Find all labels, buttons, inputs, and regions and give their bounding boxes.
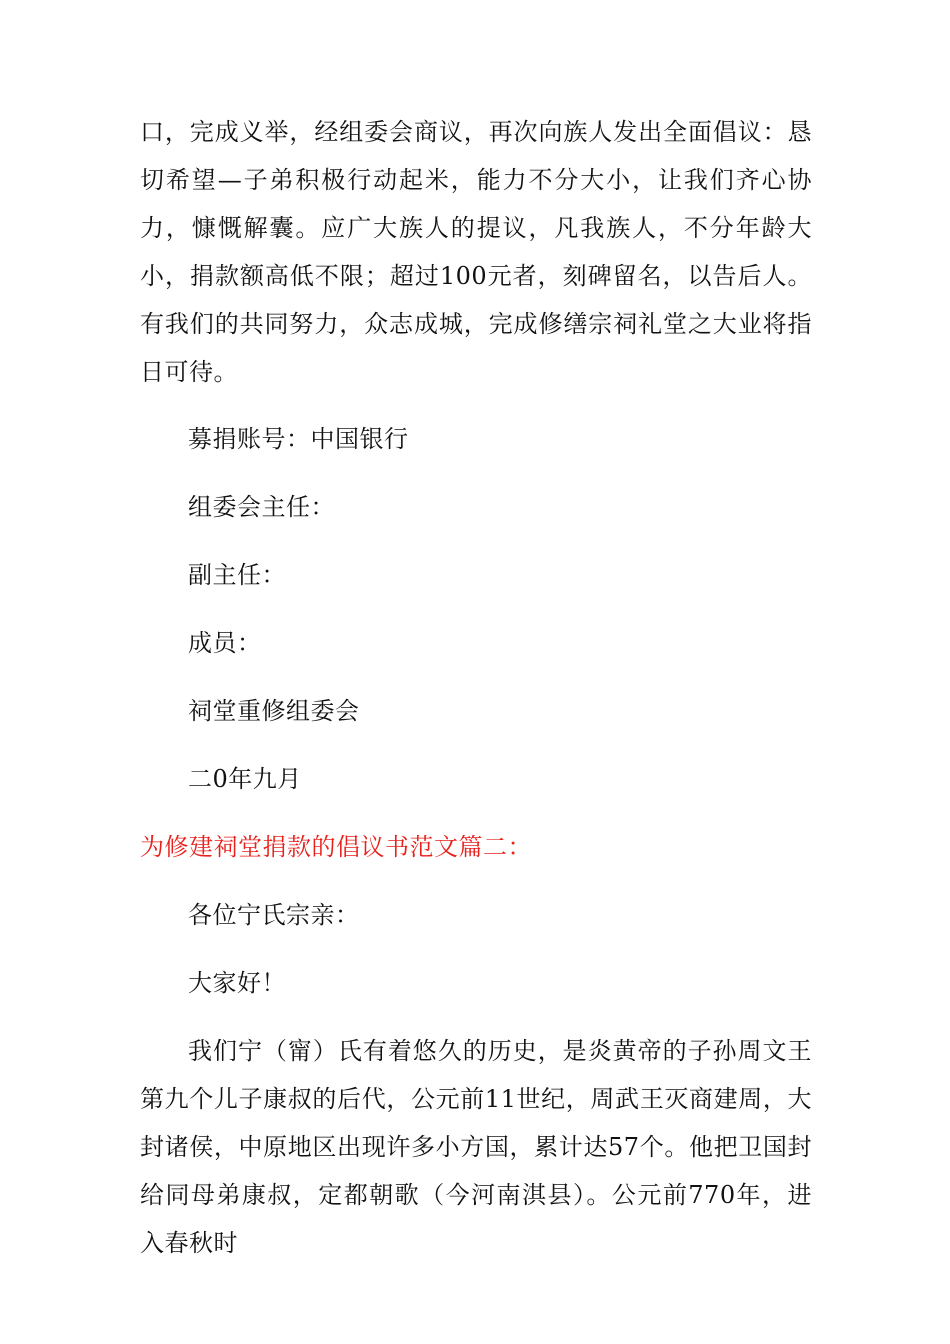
greeting-line: 大家好！ [188,969,286,997]
members-line: 成员： [188,629,262,657]
committee-director-line: 组委会主任： [188,493,335,521]
committee-signature: 祠堂重修组委会 [188,697,360,725]
document-body [140,108,812,1267]
paragraph-gap [140,396,812,415]
intro-paragraph: 口，完成义举，经组委会商议，再次向族人发出全面倡议：恳切希望—子弟积极行动起米，能力不分大小，让我们齐心协力，慷慨解囊。应广大族人的提议，凡我族人，不分年龄大小，捐款额高低不限；超过100元者，刻碑留名，以告后人。有我们的共同努力，众志成城，完成修缮宗祠礼堂之大业将指日可待。 [140,118,812,386]
section-heading: 为修建祠堂捐款的倡议书范文篇二： [140,833,532,861]
vice-director-line: 副主任： [188,561,286,589]
salutation-line: 各位宁氏宗亲： [188,901,360,929]
date-line: 二0年九月 [188,765,302,793]
donation-account-line: 募捐账号：中国银行 [188,425,409,453]
history-paragraph: 我们宁（甯）氏有着悠久的历史，是炎黄帝的子孙周文王第九个儿子康叔的后代，公元前11世纪，周武王灭商建周，大封诸侯，中原地区出现许多小方国，累计达57个。他把卫国封给同母弟康叔，定都朝歌（今河南淇县）。公元前770年，进入春秋时 [140,1037,812,1257]
